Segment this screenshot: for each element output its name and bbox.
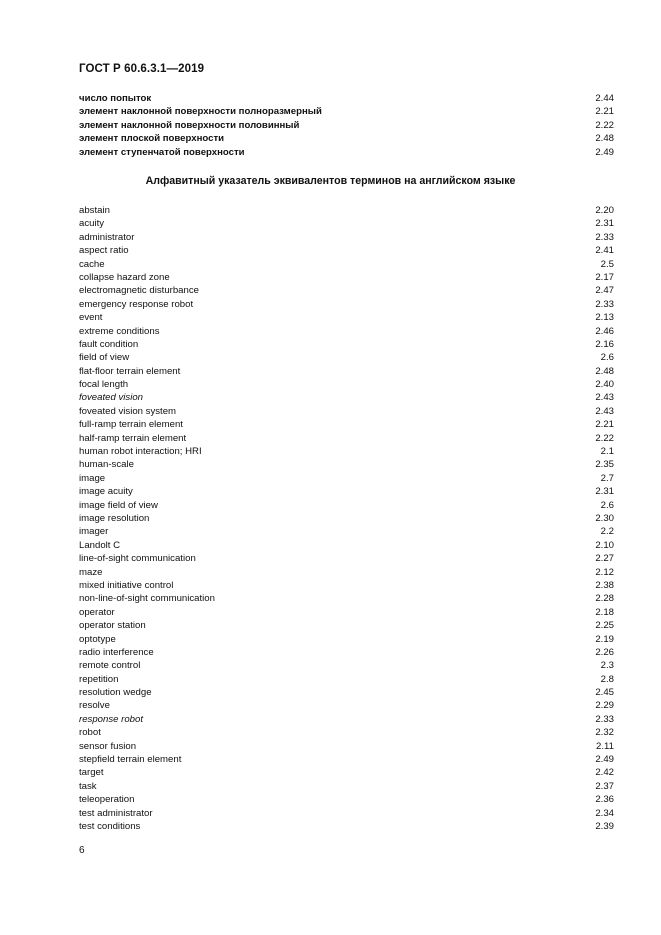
index-term: electromagnetic disturbance: [79, 285, 199, 297]
index-row: [79, 325, 614, 338]
index-row: [79, 217, 614, 230]
index-term: image: [79, 472, 106, 484]
index-reference: 2.21: [595, 419, 614, 431]
index-row: [79, 204, 614, 217]
index-reference: 2.25: [595, 620, 614, 632]
index-term: emergency response robot: [79, 298, 194, 310]
index-row: [79, 820, 614, 833]
index-row: [79, 579, 614, 592]
index-term: sensor fusion: [79, 740, 137, 752]
index-reference: 2.33: [595, 298, 614, 310]
index-reference: 2.21: [595, 106, 614, 118]
index-reference: 2.41: [595, 245, 614, 257]
index-term: элемент наклонной поверхности половинный: [79, 119, 300, 131]
index-row: [79, 298, 614, 311]
index-row: [79, 673, 614, 686]
index-reference: 2.6: [600, 499, 614, 511]
index-reference: 2.6: [600, 352, 614, 364]
russian-terms-list: [79, 92, 614, 159]
index-reference: 2.18: [595, 606, 614, 618]
index-row: [79, 499, 614, 512]
index-term: aspect ratio: [79, 245, 129, 257]
index-row: [79, 753, 614, 766]
index-term: foveated vision: [79, 392, 143, 404]
index-row: [79, 592, 614, 605]
index-reference: 2.40: [595, 379, 614, 391]
index-reference: 2.49: [595, 754, 614, 766]
index-row: [79, 552, 614, 565]
index-term: extreme conditions: [79, 325, 160, 337]
index-reference: 2.10: [595, 539, 614, 551]
index-reference: 2.48: [595, 133, 614, 145]
index-reference: 2.32: [595, 727, 614, 739]
index-row: [79, 405, 614, 418]
index-row: [79, 686, 614, 699]
index-term: Landolt C: [79, 539, 121, 551]
index-term: human-scale: [79, 459, 134, 471]
index-term: half-ramp terrain element: [79, 432, 187, 444]
index-row: [79, 793, 614, 806]
index-row: [79, 646, 614, 659]
index-reference: 2.29: [595, 700, 614, 712]
index-reference: 2.7: [600, 472, 614, 484]
index-row: [79, 472, 614, 485]
index-row: [79, 119, 614, 132]
index-row: [79, 713, 614, 726]
index-term: flat-floor terrain element: [79, 365, 181, 377]
index-reference: 2.3: [600, 660, 614, 672]
index-term: target: [79, 767, 104, 779]
index-reference: 2.8: [600, 673, 614, 685]
index-reference: 2.47: [595, 285, 614, 297]
index-reference: 2.37: [595, 780, 614, 792]
index-term: collapse hazard zone: [79, 271, 170, 283]
index-reference: 2.30: [595, 512, 614, 524]
index-row: [79, 766, 614, 779]
index-reference: 2.16: [595, 338, 614, 350]
index-term: abstain: [79, 205, 110, 216]
index-row: [79, 105, 614, 118]
index-reference: 2.22: [595, 432, 614, 444]
index-reference: 2.11: [596, 740, 614, 752]
index-reference: 2.49: [595, 146, 614, 158]
index-reference: 2.5: [600, 258, 614, 270]
index-term: image acuity: [79, 486, 133, 498]
index-term: элемент ступенчатой поверхности: [79, 146, 245, 158]
index-reference: 2.45: [595, 687, 614, 699]
index-reference: 2.31: [595, 486, 614, 498]
index-row: [79, 271, 614, 284]
english-terms-list: [79, 204, 614, 833]
index-row: [79, 418, 614, 431]
index-term: image resolution: [79, 512, 150, 524]
index-term: imager: [79, 526, 109, 538]
index-term: maze: [79, 566, 103, 578]
index-row: [79, 512, 614, 525]
index-term: resolution wedge: [79, 687, 152, 699]
index-row: [79, 432, 614, 445]
section-title: Алфавитный указатель эквивалентов терминов на английском языке: [145, 175, 516, 187]
index-reference: 2.43: [595, 405, 614, 417]
index-reference: 2.42: [595, 767, 614, 779]
index-row: [79, 726, 614, 739]
index-row: [79, 92, 614, 105]
index-row: [79, 258, 614, 271]
index-row: [79, 780, 614, 793]
document-header: ГОСТ Р 60.6.3.1—2019: [79, 63, 205, 75]
index-row: [79, 132, 614, 145]
index-reference: 2.2: [600, 526, 614, 538]
index-term: fault condition: [79, 338, 139, 350]
index-term: image field of view: [79, 499, 158, 511]
index-row: [79, 391, 614, 404]
index-term: resolve: [79, 700, 110, 712]
index-term: line-of-sight communication: [79, 553, 196, 565]
index-row: [79, 458, 614, 471]
index-term: число попыток: [79, 93, 152, 104]
index-reference: 2.33: [595, 231, 614, 243]
index-row: [79, 566, 614, 579]
index-term: cache: [79, 258, 105, 270]
index-term: human robot interaction; HRI: [79, 446, 202, 458]
index-term: operator station: [79, 620, 146, 632]
index-row: [79, 445, 614, 458]
index-reference: 2.13: [595, 312, 614, 324]
index-row: [79, 231, 614, 244]
index-row: [79, 378, 614, 391]
index-reference: 2.22: [595, 119, 614, 131]
index-reference: 2.20: [595, 205, 614, 216]
index-term: operator: [79, 606, 115, 618]
index-term: administrator: [79, 231, 135, 243]
index-term: элемент наклонной поверхности полноразмерный: [79, 106, 322, 118]
index-reference: 2.1: [600, 446, 614, 458]
index-row: [79, 740, 614, 753]
index-term: foveated vision system: [79, 405, 177, 417]
index-reference: 2.43: [595, 392, 614, 404]
index-row: [79, 311, 614, 324]
index-reference: 2.19: [595, 633, 614, 645]
index-reference: 2.39: [595, 820, 614, 832]
index-reference: 2.33: [595, 713, 614, 725]
index-reference: 2.12: [595, 566, 614, 578]
index-row: [79, 659, 614, 672]
index-row: [79, 539, 614, 552]
index-row: [79, 244, 614, 257]
index-row: [79, 485, 614, 498]
index-row: [79, 619, 614, 632]
index-term: full-ramp terrain element: [79, 419, 183, 431]
page-number: 6: [79, 845, 85, 856]
index-term: robot: [79, 727, 101, 739]
index-row: [79, 633, 614, 646]
index-row: [79, 146, 614, 159]
index-reference: 2.28: [595, 593, 614, 605]
index-row: [79, 699, 614, 712]
index-reference: 2.38: [595, 579, 614, 591]
index-term: repetition: [79, 673, 119, 685]
index-row: [79, 525, 614, 538]
index-term: event: [79, 312, 103, 324]
index-reference: 2.26: [595, 646, 614, 658]
index-term: mixed initiative control: [79, 579, 174, 591]
index-reference: 2.35: [595, 459, 614, 471]
index-reference: 2.36: [595, 794, 614, 806]
index-term: acuity: [79, 218, 105, 230]
index-reference: 2.34: [595, 807, 614, 819]
index-term: remote control: [79, 660, 141, 672]
index-term: test administrator: [79, 807, 153, 819]
index-term: radio interference: [79, 646, 154, 658]
index-reference: 2.27: [595, 553, 614, 565]
index-term: non-line-of-sight communication: [79, 593, 215, 605]
index-term: элемент плоской поверхности: [79, 133, 225, 145]
index-term: focal length: [79, 379, 129, 391]
index-row: [79, 365, 614, 378]
index-term: task: [79, 780, 97, 792]
index-row: [79, 606, 614, 619]
index-term: teleoperation: [79, 794, 135, 806]
index-row: [79, 351, 614, 364]
index-row: [79, 284, 614, 297]
index-reference: 2.31: [595, 218, 614, 230]
index-row: [79, 807, 614, 820]
index-reference: 2.46: [595, 325, 614, 337]
index-reference: 2.17: [595, 271, 614, 283]
index-reference: 2.48: [595, 365, 614, 377]
index-term: field of view: [79, 352, 130, 364]
index-term: response robot: [79, 713, 143, 725]
index-term: stepfield terrain element: [79, 754, 182, 766]
index-term: optotype: [79, 633, 116, 645]
index-reference: 2.44: [595, 93, 614, 104]
index-row: [79, 338, 614, 351]
index-term: test conditions: [79, 820, 141, 832]
